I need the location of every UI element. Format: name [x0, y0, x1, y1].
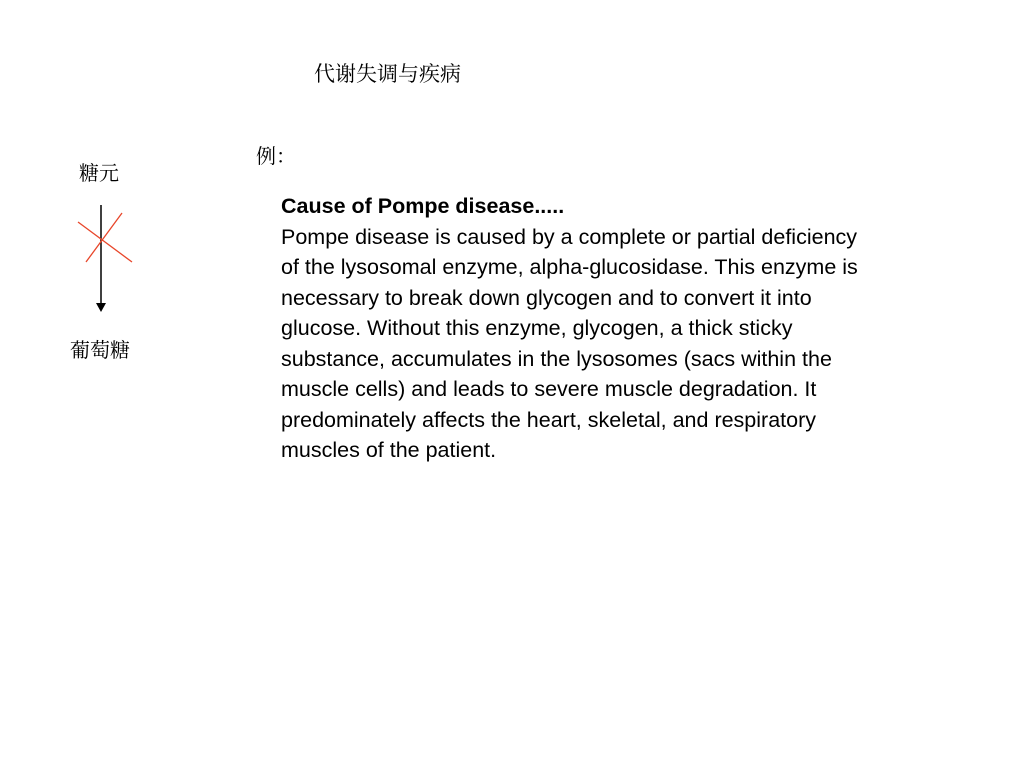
- body-line: muscle cells) and leads to severe muscle degradation. It: [281, 377, 817, 401]
- example-label: 例：: [256, 144, 296, 168]
- body-line: Pompe disease is caused by a complete or partial deficiency: [281, 224, 858, 249]
- body-line: necessary to break down glycogen and to convert it into: [281, 285, 812, 310]
- pathway-substrate-label: 糖元: [79, 161, 119, 185]
- body-line: glucose. Without this enzyme, glycogen, a thick sticky: [281, 316, 793, 340]
- body-text-block: [281, 191, 981, 466]
- pathway-arrow-head-icon: [96, 303, 106, 312]
- pathway-product-label: 葡萄糖: [70, 338, 130, 362]
- body-line: muscles of the patient.: [281, 438, 497, 462]
- block-mark-stroke-1: [78, 222, 132, 262]
- body-line: substance, accumulates in the lysosomes (sacs within the: [281, 346, 832, 371]
- body-line: predominately affects the heart, skeletal, and respiratory: [281, 407, 817, 432]
- slide-title: 代谢失调与疾病: [314, 62, 461, 86]
- body-line: of the lysosomal enzyme, alpha-glucosidase. This enzyme is: [281, 255, 858, 279]
- pathway-diagram: [70, 200, 140, 320]
- block-mark-stroke-2: [86, 213, 122, 262]
- body-heading: Cause of Pompe disease.....: [281, 194, 565, 218]
